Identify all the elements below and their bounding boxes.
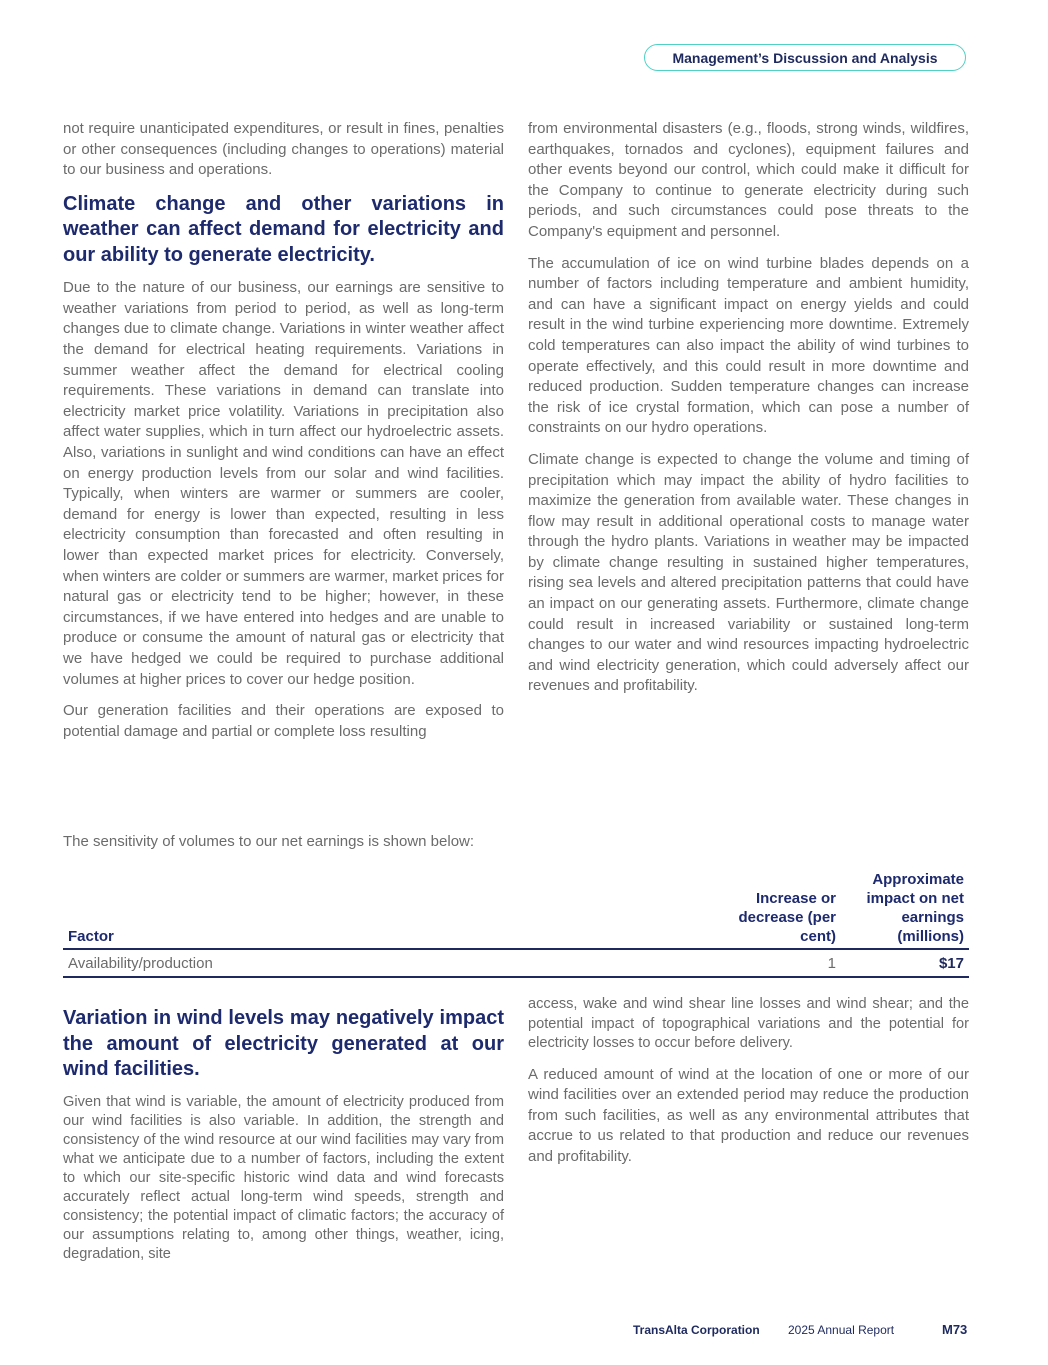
- paragraph: A reduced amount of wind at the location of one or more of our wind facilities over an extended period may reduce the production from such facilities, as well as any environmental attributes that accrue to us related to that production and reduce our revenues and profitability.: [528, 1065, 969, 1165]
- paragraph: Our generation facilities and their operations are exposed to potential damage and partial or complete loss resulting: [63, 702, 504, 740]
- paragraph: from environmental disasters (e.g., floods, strong winds, wildfires, earthquakes, tornados and cyclones), equipment failures and other events beyond our control, which could make it difficult for the Company to continue to generate electricity during such periods, and such circumstances could pose threats to the Company's equipment and personnel.: [528, 120, 969, 240]
- paragraph: Given that wind is variable, the amount of electricity produced from our wind facilities is also variable. In addition, the strength and consistency of the wind resource at our wind facilities may vary from what we anticipate due to a number of factors, including the extent to which our site-specific historic wind data and wind forecasts accurately reflect actual long-term wind speeds, strength and consistency; the potential impact of climatic factors; the accuracy of our assumptions relating to, among other things, weather, icing, degradation, site: [63, 1093, 504, 1262]
- bottom-left-column: [63, 1002, 504, 1275]
- factor-header: Factor: [63, 870, 701, 949]
- top-right-column: [528, 119, 969, 708]
- footer-report: 2025 Annual Report: [788, 1323, 895, 1337]
- impact-cell: $17: [841, 949, 969, 977]
- change-cell: 1: [701, 949, 841, 977]
- factor-cell: Availability/production: [63, 949, 701, 977]
- bottom-right-column: [528, 995, 969, 1178]
- change-header: Increase or decrease (per cent): [701, 870, 841, 949]
- paragraph: Due to the nature of our business, our earnings are sensitive to weather variations from period to period, as well as long-term changes due to climate change. Variations in winter weather affect the demand for electrical heating requirements. Variations in summer weather affect the demand for electrical cooling requirements. These variations in demand can translate into electricity market price volatility. Variations in precipitation also affect water supplies, which in turn affect our hydroelectric assets. Also, variations in sunlight and wind conditions can have an effect on energy production levels from our solar and wind facilities. Typically, when winters are warmer or summers are cooler, demand for energy is lower than expected, resulting in less electricity consumption than forecasted and often resulting in lower than expected market prices for electricity. Conversely, when winters are colder or summers are warmer, market prices for natural gas or electricity tend to be higher; however, in these circumstances, if we have entered into hedges and are unable to produce or consume the amount of natural gas or electricity that we have hedged we could be required to purchase additional volumes at higher prices to cover our hedge position.: [63, 279, 504, 688]
- table-row: [63, 949, 969, 977]
- paragraph: access, wake and wind shear line losses and wind shear; and the potential impact of topographical variations and the potential for electricity losses to occur before delivery.: [528, 996, 969, 1051]
- table-intro: The sensitivity of volumes to our net earnings is shown below:: [63, 833, 475, 850]
- section-heading: Variation in wind levels may negatively impact the amount of electricity generated at our wind facilities.: [63, 1007, 504, 1080]
- paragraph: The accumulation of ice on wind turbine blades depends on a number of factors including temperature and ambient humidity, and can have a significant impact on energy yields and could result in the wind turbine experiencing more downtime. Extremely cold temperatures can also impact the ability of wind turbines to operate effectively, and this could result in more downtime and reduced production. Sudden temperature changes can increase the risk of ice crystal formation, which can pose a number of constraints on our hydro operations.: [528, 254, 969, 437]
- section-heading: Climate change and other variations in weather can affect demand for electricity and our ability to generate electricity.: [63, 192, 504, 266]
- section-label: Management’s Discussion and Analysis: [644, 44, 966, 71]
- footer-company: TransAlta Corporation: [633, 1323, 760, 1337]
- paragraph: not require unanticipated expenditures, or result in fines, penalties or other consequences (including changes to operations) material to our business and operations.: [63, 120, 504, 179]
- impact-header: Approximate impact on net earnings (millions): [841, 870, 969, 949]
- paragraph: Climate change is expected to change the volume and timing of precipitation which may impact the ability of hydro facilities to maximize the generation from available water. These changes in flow may result in additional operational costs to manage water through the hydro plants. Variations in weather may be impacted by climate change resulting in sustained higher temperatures, rising sea levels and altered precipitation patterns that could have an impact on our generating assets. Furthermore, climate change could result in increased variability or sustained long-term changes to our water and wind resources impacting hydroelectric and wind electricity generation, which could adversely affect our revenues and profitability.: [528, 450, 969, 695]
- page-number: M73: [942, 1322, 968, 1337]
- table-header-row: [63, 870, 969, 949]
- top-left-column: [63, 119, 504, 753]
- sensitivity-table: [63, 870, 969, 978]
